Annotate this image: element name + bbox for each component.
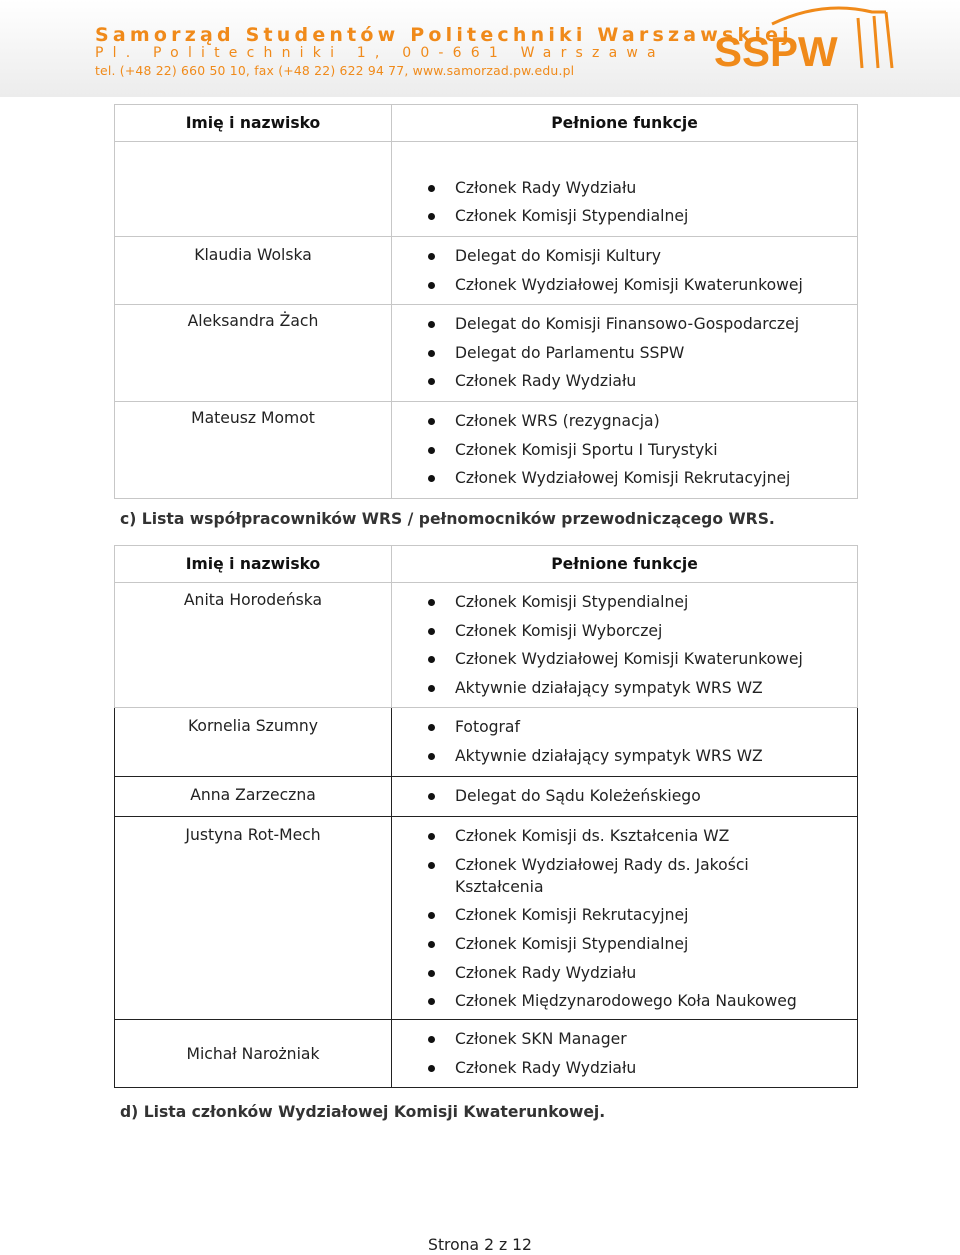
list-item: Członek Komisji Stypendialnej: [392, 933, 857, 955]
list-item: Członek Komisji Stypendialnej: [392, 591, 857, 613]
member-name: Anita Horodeńska: [183, 591, 323, 609]
header-functions: Pełnione funkcje: [392, 546, 858, 583]
member-name: Kornelia Szumny: [187, 717, 319, 735]
section-d-heading: d) Lista członków Wydziałowej Komisji Kwaterunkowej.: [120, 1103, 606, 1121]
member-name: Mateusz Momot: [191, 409, 315, 427]
member-name: Klaudia Wolska: [194, 246, 312, 264]
list-item: Fotograf: [392, 716, 857, 738]
list-item: Członek Komisji Rekrutacyjnej: [392, 904, 857, 926]
org-name: Samorząd Studentów Politechniki Warszawskiej: [95, 24, 793, 46]
list-item: Członek SKN Manager: [392, 1028, 857, 1050]
table-row: [115, 583, 858, 708]
list-item: Delegat do Sądu Koleżeńskiego: [392, 785, 857, 807]
functions-list: [392, 177, 857, 236]
member-name: Anna Zarzeczna: [190, 786, 316, 804]
member-name: Aleksandra Żach: [187, 312, 319, 330]
functions-list: [392, 237, 857, 296]
functions-list: [392, 708, 857, 767]
list-item: Członek Rady Wydziału: [392, 1057, 857, 1079]
list-item: Członek Rady Wydziału: [392, 962, 857, 984]
table-header-row: [115, 546, 858, 583]
list-item: Członek Komisji ds. Kształcenia WZ: [392, 825, 857, 847]
table-row: [115, 1020, 858, 1088]
member-name: Michał Narożniak: [186, 1044, 320, 1063]
table-header-row: [115, 105, 858, 142]
sspw-logo: [712, 4, 902, 78]
table-row: [115, 708, 858, 777]
list-item: Członek WRS (rezygnacja): [392, 410, 857, 432]
header-name: Imię i nazwisko: [115, 105, 392, 142]
list-item: Członek Wydziałowej Komisji Kwaterunkowej: [392, 274, 857, 296]
member-name: [115, 142, 391, 147]
table-row: [115, 402, 858, 499]
functions-list: [392, 583, 857, 699]
list-item: Delegat do Komisji Finansowo-Gospodarczej: [392, 313, 857, 335]
table-row: [115, 817, 858, 1020]
table-row: [115, 237, 858, 305]
list-item: Członek Rady Wydziału: [392, 177, 857, 199]
functions-list: [392, 777, 857, 807]
list-item: Członek Wydziałowej Komisji Rekrutacyjnej: [392, 467, 857, 489]
header-functions: Pełnione funkcje: [392, 105, 858, 142]
list-item: Aktywnie działający sympatyk WRS WZ: [392, 745, 857, 767]
list-item: Delegat do Parlamentu SSPW: [392, 342, 857, 364]
members-table: [114, 104, 858, 499]
list-item: Członek Wydziałowej Komisji Kwaterunkowej: [392, 648, 857, 670]
functions-list: [392, 1020, 857, 1079]
page-number: Strona 2 z 12: [428, 1236, 532, 1254]
list-item: Członek Rady Wydziału: [392, 370, 857, 392]
section-c-heading: c) Lista współpracowników WRS / pełnomocników przewodniczącego WRS.: [120, 510, 775, 528]
list-item: Członek Komisji Wyborczej: [392, 620, 857, 642]
header-name: Imię i nazwisko: [115, 546, 392, 583]
collaborators-table: [114, 545, 858, 1088]
table-row: [115, 777, 858, 817]
table-row: [115, 305, 858, 402]
org-contact: tel. (+48 22) 660 50 10, fax (+48 22) 622 94 77, www.samorzad.pw.edu.pl: [95, 63, 575, 78]
list-item: Członek Wydziałowej Rady ds. Jakości Kształcenia: [392, 854, 857, 898]
list-item: Członek Komisji Sportu I Turystyki: [392, 439, 857, 461]
logo-text: SSPW: [714, 28, 838, 75]
list-item: Aktywnie działający sympatyk WRS WZ: [392, 677, 857, 699]
member-name: Justyna Rot-Mech: [185, 826, 321, 844]
list-item: Członek Międzynarodowego Koła Naukoweg: [392, 990, 857, 1012]
list-item: Członek Komisji Stypendialnej: [392, 205, 857, 227]
functions-list: [392, 817, 857, 1012]
functions-list: [392, 305, 857, 392]
letterhead: [0, 0, 960, 97]
functions-list: [392, 402, 857, 489]
org-address: Pl. Politechniki 1, 00-661 Warszawa: [95, 45, 665, 61]
table-row: [115, 142, 858, 237]
list-item: Delegat do Komisji Kultury: [392, 245, 857, 267]
